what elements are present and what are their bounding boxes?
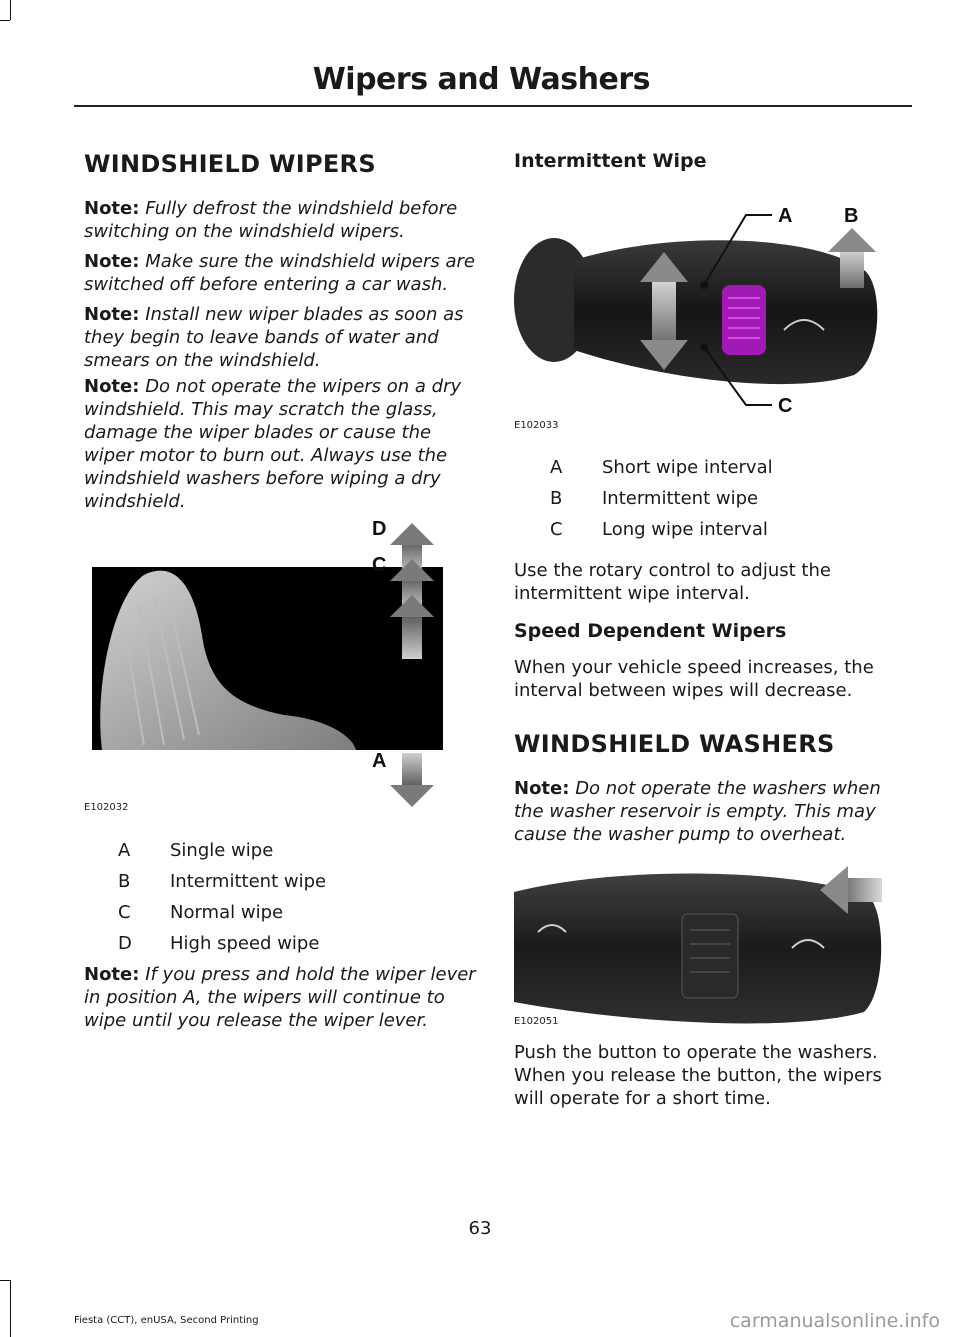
header-divider — [74, 105, 912, 107]
paragraph-washer: Push the button to operate the washers. When you release the button, the wipers will operate for a short time. — [514, 1042, 882, 1109]
washer-button — [682, 914, 738, 998]
section-heading-washers: WINDSHIELD WASHERS — [514, 730, 835, 758]
legend-value: High speed wipe — [170, 933, 320, 954]
figure-id-right-2: E102051 — [514, 1016, 559, 1027]
page-title: Wipers and Washers — [312, 62, 650, 97]
callout-c: C — [372, 554, 387, 576]
section-heading-intermittent-wipe: Intermittent Wipe — [514, 150, 707, 172]
note-washer — [514, 777, 904, 846]
legend-key: C — [118, 902, 131, 923]
callout-a: A — [372, 750, 387, 772]
legend-value: Single wipe — [170, 840, 274, 861]
note-text: Install new wiper blades as soon as they begin to leave bands of water and smears on the windshield. — [84, 304, 464, 371]
crop-mark-bottom-left-h — [0, 1280, 10, 1281]
note-label: Note: — [84, 964, 140, 985]
note-label: Note: — [514, 778, 570, 799]
legend-key: C — [550, 519, 563, 540]
note-text: Fully defrost the windshield before switching on the windshield wipers. — [84, 198, 458, 242]
note-1 — [84, 197, 476, 243]
section-heading-windshield-wipers: WINDSHIELD WIPERS — [84, 150, 376, 178]
note-4 — [84, 375, 479, 513]
legend-key: A — [550, 457, 563, 478]
legend-value: Intermittent wipe — [170, 871, 327, 892]
arrow-down-a — [390, 753, 434, 807]
note-hold-lever — [84, 963, 479, 1032]
note-text: Make sure the windshield wipers are switched off before entering a car wash. — [84, 251, 476, 295]
legend-key: B — [118, 871, 131, 892]
figure-id-right-1: E102033 — [514, 420, 559, 431]
callout-b: B — [844, 205, 859, 227]
legend-value: Short wipe interval — [602, 457, 773, 478]
note-label: Note: — [84, 304, 140, 325]
note-2 — [84, 250, 476, 296]
note-3 — [84, 303, 476, 372]
note-label: Note: — [84, 251, 140, 272]
note-label: Note: — [84, 198, 140, 219]
callout-c: C — [778, 395, 793, 417]
crop-mark-top-left — [10, 0, 11, 20]
legend-key: A — [118, 840, 131, 861]
footer-text: Fiesta (CCT), enUSA, Second Printing — [74, 1315, 259, 1326]
note-label: Note: — [84, 376, 140, 397]
legend-key: B — [550, 488, 563, 509]
rotary-dial — [722, 285, 766, 355]
crop-mark-top-left-h — [0, 20, 10, 21]
washer-button-figure — [514, 852, 886, 1032]
note-text: If you press and hold the wiper lever in position A, the wipers will continue to wipe until you release the wiper lever. — [84, 964, 476, 1031]
paragraph-rotary: Use the rotary control to adjust the intermittent wipe interval. — [514, 560, 831, 604]
crop-mark-bottom-left — [10, 1280, 11, 1337]
rotary-control-figure — [514, 190, 894, 435]
callout-a: A — [778, 205, 793, 227]
legend-value: Intermittent wipe — [602, 488, 759, 509]
note-text: Do not operate the wipers on a dry windshield. This may scratch the glass, damage the wiper blades or cause the wiper motor to burn out. Always use the windshield washers before wiping a dry windshield. — [84, 376, 462, 512]
callout-d: D — [372, 518, 387, 540]
wiper-lever-figure — [84, 505, 464, 815]
section-heading-speed-dependent: Speed Dependent Wipers — [514, 620, 787, 642]
legend-value: Long wipe interval — [602, 519, 768, 540]
note-text: Do not operate the washers when the washer reservoir is empty. This may cause the washer pump to overheat. — [514, 778, 881, 845]
paragraph-speed: When your vehicle speed increases, the interval between wipes will decrease. — [514, 657, 874, 701]
legend-value: Normal wipe — [170, 902, 284, 923]
watermark: carmanualsonline.info — [729, 1310, 940, 1332]
page-number: 63 — [468, 1218, 492, 1239]
legend-key: D — [118, 933, 132, 954]
figure-id-left: E102032 — [84, 802, 129, 813]
